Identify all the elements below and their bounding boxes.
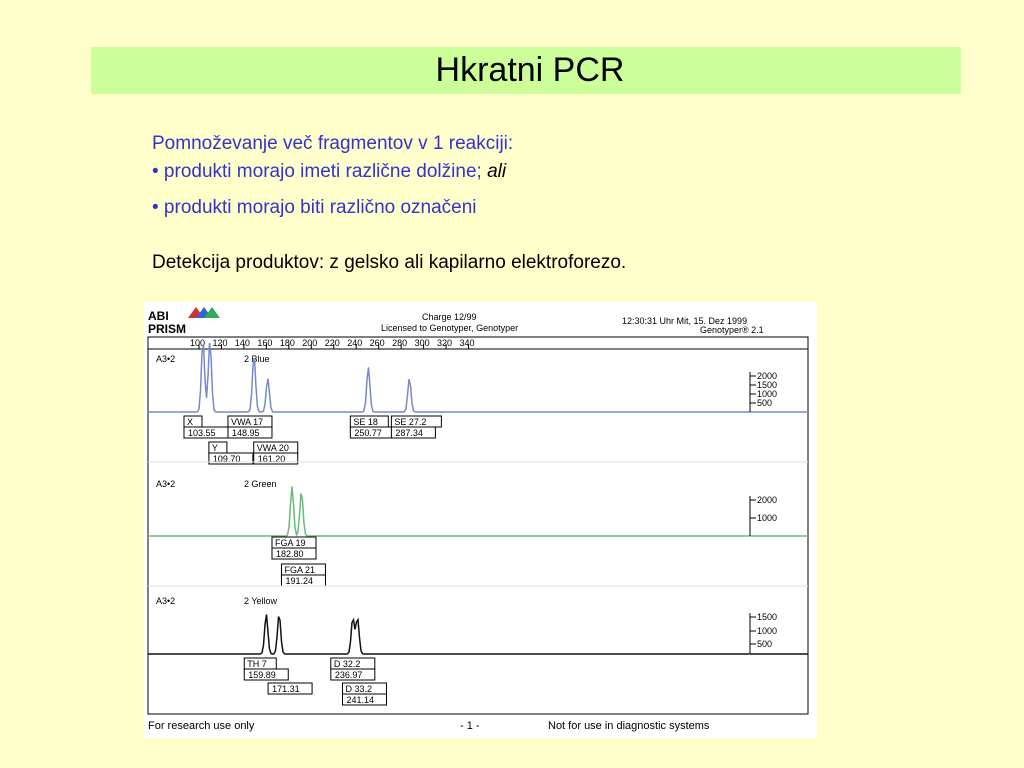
lane-label: A3•2: [156, 354, 176, 364]
y-tick-label: 1000: [757, 626, 778, 636]
y-tick-label: 500: [757, 639, 773, 649]
y-tick-label: 1500: [757, 612, 778, 622]
x-tick-label: 280: [392, 338, 408, 348]
header-charge: Charge 12/99: [422, 312, 477, 322]
detection-text: Detekcija produktov: z gelsko ali kapilarno elektroforezo.: [152, 252, 627, 273]
peak-size: 109.70: [212, 454, 241, 464]
electropherogram-svg: [144, 302, 817, 738]
peak-size: 159.89: [248, 670, 276, 680]
footer-right: Not for use in diagnostic systems: [548, 720, 710, 732]
peak-size: 250.77: [354, 428, 382, 438]
peak-name: SE 27.2: [394, 417, 427, 427]
peak-size: 161.20: [257, 454, 286, 464]
lane-label: A3•2: [156, 596, 176, 606]
y-tick-label: 1500: [757, 380, 778, 390]
logo-text-2: PRISM: [148, 322, 187, 336]
trace-blue: [148, 343, 750, 412]
peak-name: VWA 17: [230, 417, 264, 427]
x-tick-label: 320: [437, 338, 453, 348]
dye-label: 2 Green: [244, 479, 277, 489]
peak-size: 241.14: [346, 695, 375, 705]
peak-name: TH 7: [247, 659, 267, 669]
footer-mid: - 1 -: [460, 720, 480, 732]
peak-size: 148.95: [231, 428, 260, 438]
peak-size: 103.55: [187, 428, 216, 438]
panels: [148, 343, 808, 705]
intro-line: Pomnoževanje več fragmentov v 1 reakciji:: [152, 133, 514, 154]
peak-name: FGA 21: [284, 565, 315, 575]
peak-size: 287.34: [395, 428, 423, 438]
abi-prism-logo: [148, 307, 220, 336]
bullet-list: [152, 130, 513, 222]
x-tick-label: 300: [414, 338, 430, 348]
y-tick-label: 2000: [757, 371, 778, 381]
peak-name: SE 18: [353, 417, 378, 427]
x-tick-label: 260: [369, 338, 385, 348]
title-bar: [91, 47, 961, 94]
x-tick-label: 200: [302, 338, 318, 348]
peak-name: Y: [211, 443, 218, 453]
x-tick-label: 140: [234, 338, 250, 348]
peak-name: D 33.2: [345, 684, 373, 694]
bullet-1-ali: ali: [487, 161, 507, 182]
header-timestamp: 12:30:31 Uhr Mit, 15. Dez 1999: [622, 316, 748, 326]
trace-black: [148, 615, 750, 654]
x-tick-label: 240: [347, 338, 363, 348]
x-tick-label: 120: [212, 338, 228, 348]
electropherogram-figure: [144, 302, 817, 738]
y-tick-label: 1000: [757, 513, 778, 523]
dye-label: 2 Blue: [244, 354, 270, 364]
header-license: Licensed to Genotyper, Genotyper: [381, 323, 519, 333]
x-tick-label: 100: [190, 338, 206, 348]
panel-blue: [148, 343, 808, 464]
x-tick-label: 180: [279, 338, 295, 348]
bullet-1: [152, 158, 513, 186]
trace-green: [148, 487, 750, 536]
peak-size: 182.80: [275, 549, 304, 559]
panel-black: [148, 596, 808, 705]
peak-name: X: [186, 417, 194, 427]
dye-label: 2 Yellow: [244, 596, 278, 606]
peak-name: FGA 19: [274, 538, 306, 548]
y-tick-label: 500: [757, 398, 773, 408]
footer-left: For research use only: [148, 720, 255, 732]
peak-name: VWA 20: [256, 443, 289, 453]
y-tick-label: 1000: [757, 389, 778, 399]
x-tick-label: 160: [257, 338, 273, 348]
x-tick-label: 340: [459, 338, 475, 348]
x-tick-label: 220: [324, 338, 340, 348]
plot-frame: [148, 337, 808, 714]
y-tick-label: 2000: [757, 495, 778, 505]
logo-text-1: ABI: [148, 309, 169, 323]
peak-size: 236.97: [334, 670, 363, 680]
slide-title: Hkratni PCR: [435, 51, 625, 89]
peak-size: 191.24: [285, 576, 313, 586]
bullet-2: • produkti morajo biti različno označeni: [152, 197, 477, 218]
lane-label: A3•2: [156, 479, 176, 489]
x-axis: [148, 338, 808, 349]
header-software: Genotyper® 2.1: [700, 325, 764, 335]
peak-size: 171.31: [272, 684, 300, 694]
peak-name: D 32.2: [333, 659, 361, 669]
panel-green: [148, 479, 808, 586]
bullet-1-text: • produkti morajo imeti različne dolžine;: [152, 161, 488, 182]
